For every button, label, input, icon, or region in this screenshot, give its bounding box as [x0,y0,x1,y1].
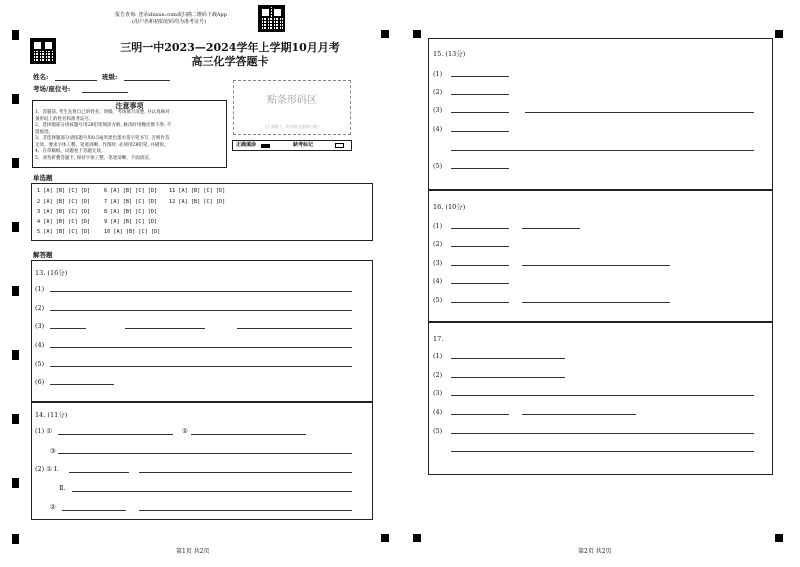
page-number-2: 第2页 共2页 [578,548,612,555]
qr-code-icon [30,38,56,64]
room-seat-label: 考场/座位号: [33,85,71,93]
answer-label: (1) [433,222,443,230]
answer-line[interactable] [451,283,509,284]
answer-heading: 解答题 [33,251,53,259]
missing-mark-box[interactable] [335,143,344,148]
alignment-mark [12,534,19,544]
choice-item[interactable]: 3 [A] [B] [C] [D] [37,209,91,215]
choice-item[interactable]: 5 [A] [B] [C] [D] [37,229,91,235]
answer-line[interactable] [522,414,636,415]
answer-label: Ⅱ. [59,484,66,492]
answer-line[interactable] [451,265,509,266]
choice-item[interactable]: 12 [A] [B] [C] [D] [169,199,226,205]
report-query-line: 报告查询: 登录zhixue.com或扫描二维码下载App [115,12,227,18]
answer-line[interactable] [451,76,509,77]
answer-line[interactable] [451,358,565,359]
question-14-box [31,402,373,520]
answer-line[interactable] [522,228,580,229]
choice-item[interactable]: 2 [A] [B] [C] [D] [37,199,91,205]
notice-line: 条形码上的姓名和准考证号。 [35,116,94,122]
answer-label: (4) [433,408,443,416]
question-13-title: 13. (16分) [35,269,68,277]
answer-label: (1) [433,352,443,360]
answer-label: (4) [433,125,443,133]
choice-item[interactable]: 8 [A] [B] [C] [D] [104,209,158,215]
room-seat-field[interactable] [82,92,128,93]
choice-item[interactable]: 9 [A] [B] [C] [D] [104,219,158,225]
alignment-mark [12,30,19,40]
notice-line: 3、非选择题部分请按题号用0.5毫米黑色墨水签字笔书写, 否则作答 [35,136,170,141]
class-field[interactable] [124,80,170,81]
answer-label: (1) [35,285,45,293]
answer-line[interactable] [451,150,754,151]
answer-line[interactable] [69,472,129,473]
answer-line[interactable] [451,246,509,247]
answer-line[interactable] [139,510,352,511]
question-15-title: 15. (13分) [433,50,466,58]
answer-label: (3) [35,322,45,330]
answer-line[interactable] [50,347,352,348]
answer-label: (2) [35,304,45,312]
question-17-box [428,322,773,475]
name-field[interactable] [55,80,97,81]
answer-label: (5) [433,296,443,304]
alignment-mark [12,94,19,104]
barcode-title: 贴条形码区 [267,95,317,106]
answer-label: ② [182,427,188,435]
alignment-mark [12,350,19,360]
answer-label: (4) [35,341,45,349]
single-choice-box [31,183,373,241]
answer-label: ③ [50,447,56,455]
answer-sheet-title: 高三化学答题卡 [191,55,269,68]
notice-line: 1、答题前, 考生先将自己的姓名、班级、考场填写清楚, 并认真核对 [35,110,170,115]
answer-label: (1) [433,70,443,78]
answer-line[interactable] [451,112,509,113]
question-16-box [428,190,773,322]
notice-line: 2、选择题部分请按题号用2B铅笔填涂方框, 修改时用橡皮擦干净, 不 [35,123,172,128]
answer-line[interactable] [50,328,86,329]
question-14-title: 14. (11分) [35,411,68,419]
answer-label: (2) [433,240,443,248]
class-label: 班级: [102,73,118,81]
answer-line[interactable] [451,228,509,229]
barcode-hint: (正面朝上, 切勿贴出虚线方框) [265,124,319,129]
choice-item[interactable]: 10 [A] [B] [C] [D] [104,229,161,235]
answer-line[interactable] [522,265,670,266]
answer-line[interactable] [72,491,352,492]
single-choice-heading: 单选题 [33,174,53,182]
fill-legend [232,140,352,151]
answer-line[interactable] [50,310,352,311]
notice-box [32,100,227,168]
answer-line[interactable] [451,414,509,415]
alignment-mark [381,30,389,38]
answer-label: (4) [433,277,443,285]
alignment-mark [12,414,19,424]
answer-line[interactable] [451,395,754,396]
answer-label: (6) [35,378,45,386]
answer-line[interactable] [451,94,509,95]
missing-mark-label: 缺考标记 [293,142,314,148]
choice-item[interactable]: 4 [A] [B] [C] [D] [37,219,91,225]
choice-item[interactable]: 1 [A] [B] [C] [D] [37,188,91,194]
question-16-title: 16. (10分) [433,203,466,211]
alignment-mark [12,222,19,232]
exam-title: 三明一中2023—2024学年上学期10月月考 [120,41,340,54]
answer-line[interactable] [525,112,754,113]
answer-line[interactable] [522,302,670,303]
answer-line[interactable] [451,377,565,378]
answer-line[interactable] [451,451,754,452]
notice-line: 4、在草稿纸、试题卷上答题无效。 [35,149,106,154]
answer-label: (3) [433,106,443,114]
answer-line[interactable] [451,131,509,132]
barcode-area [233,80,351,135]
alignment-mark [12,478,19,488]
correct-fill-label: 正确填涂 [236,142,257,148]
answer-line[interactable] [58,453,352,454]
notice-line: 留痕迹。 [35,129,53,135]
answer-line[interactable] [451,168,509,169]
answer-line[interactable] [58,434,173,435]
qr-code-icon [258,5,285,32]
question-13-box [31,260,373,402]
answer-line[interactable] [237,328,352,329]
alignment-mark [413,534,421,542]
alignment-mark [381,534,389,542]
answer-line[interactable] [125,328,205,329]
answer-label: (2) [433,88,443,96]
report-credentials-line: (用户名和初始密码均为准考证号) [132,19,206,25]
alignment-mark [12,158,19,168]
notice-line: 无效。要求字体工整、笔迹清晰。作图时, 必须用2B铅笔, 并描浓。 [35,142,169,148]
answer-line[interactable] [50,366,352,367]
choice-item[interactable]: 11 [A] [B] [C] [D] [169,188,226,194]
answer-label: (2) [433,371,443,379]
answer-label: (2) ① Ⅰ. [35,465,59,473]
answer-line[interactable] [50,384,114,385]
notice-line: 5、请勿折叠答题卡, 保持字体工整、笔迹清晰、卡面清洁。 [35,155,154,161]
name-label: 姓名: [33,73,49,81]
question-15-box [428,38,773,190]
answer-line[interactable] [139,472,352,473]
answer-line[interactable] [50,291,352,292]
notice-title: 注意事项 [115,101,144,110]
answer-line[interactable] [62,510,126,511]
answer-label: (5) [433,427,443,435]
answer-label: (5) [433,162,443,170]
answer-label: (3) [433,389,443,397]
answer-line[interactable] [451,433,754,434]
page-number-1: 第1页 共2页 [176,548,210,555]
alignment-mark [12,286,19,296]
alignment-mark [775,534,783,542]
answer-label: (5) [35,360,45,368]
alignment-mark [413,30,421,38]
choice-item[interactable]: 7 [A] [B] [C] [D] [104,199,158,205]
question-17-title: 17. [433,335,444,343]
answer-label: ② [50,503,56,511]
answer-label: (3) [433,259,443,267]
alignment-mark [775,30,783,38]
answer-label: (1) ① [35,427,53,435]
answer-line[interactable] [451,302,509,303]
correct-fill-swatch-icon [261,144,270,148]
answer-line[interactable] [191,434,306,435]
choice-item[interactable]: 6 [A] [B] [C] [D] [104,188,158,194]
